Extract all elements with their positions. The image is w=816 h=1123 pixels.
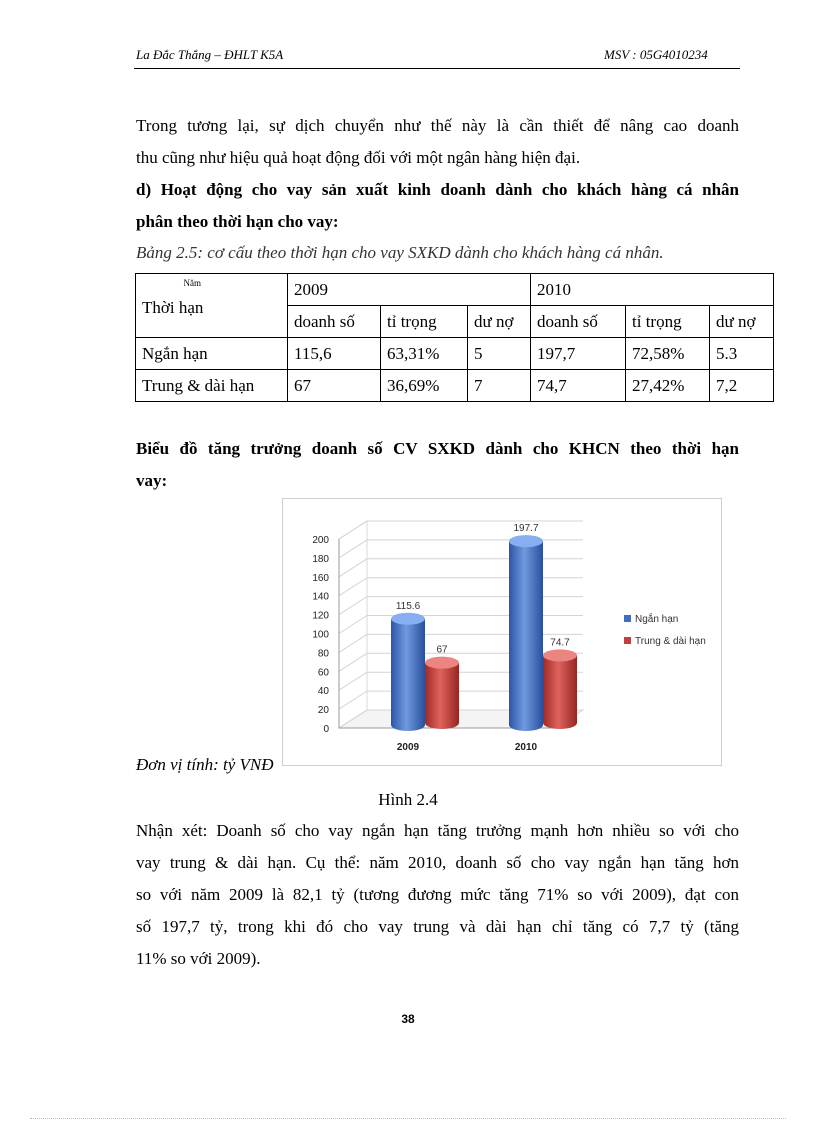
figure-caption: Hình 2.4 <box>378 790 438 809</box>
gridline <box>339 597 583 615</box>
table-row <box>136 370 774 402</box>
header-author: La Đắc Thắng – ĐHLT K5A <box>136 47 284 62</box>
section-d-line-1: d) Hoạt động cho vay sản xuất kinh doanh dành cho khách hàng cá nhân <box>136 180 739 199</box>
intro-paragraph <box>136 110 739 174</box>
y-tick-label: 140 <box>312 591 329 603</box>
subheader-cell: dư nợ <box>710 306 774 338</box>
header-student-id: MSV : 05G4010234 <box>604 47 708 62</box>
table-caption: Bảng 2.5: cơ cấu theo thời hạn cho vay SXKD dành cho khách hàng cá nhân. <box>136 243 664 262</box>
table-cell: 63,31% <box>381 338 468 370</box>
bar-top <box>391 613 425 625</box>
legend-swatch <box>624 615 631 622</box>
gridline <box>339 578 583 596</box>
y-tick-label: 120 <box>312 610 329 622</box>
bar-ngan-han-2009 <box>391 619 425 731</box>
data-label: 74.7 <box>550 637 570 649</box>
remark-line-1: Nhận xét: Doanh số cho vay ngắn hạn tăng trưởng mạnh hơn nhiều so với cho <box>136 821 739 840</box>
remark-line-2: vay trung & dài hạn. Cụ thể: năm 2010, doanh số cho vay ngắn hạn tăng hơn <box>136 853 739 872</box>
growth-bar-chart <box>283 499 721 765</box>
data-label: 115.6 <box>395 600 421 612</box>
y-tick-label: 200 <box>312 535 329 546</box>
chart-legend <box>624 612 706 647</box>
chart-heading-line-1: Biểu đồ tăng trưởng doanh số CV SXKD dành cho KHCN theo thời hạn <box>136 439 739 458</box>
y-tick-label: 160 <box>312 572 329 584</box>
subheader-cell: doanh số <box>531 306 626 338</box>
y-tick-label: 80 <box>317 648 329 660</box>
year-header-2010: 2010 <box>531 274 774 306</box>
table-cell: 197,7 <box>531 338 626 370</box>
row-label: Ngắn hạn <box>136 338 288 370</box>
bar-ngan-han-2010 <box>509 541 543 731</box>
remark-line-3: so với năm 2009 là 82,1 tỷ (tương đương mức tăng 71% so với 2009), đạt con <box>136 885 739 904</box>
table-year-row <box>136 274 774 306</box>
year-corner-label: Năm <box>183 278 201 288</box>
remark-line-4: số 197,7 tỷ, trong khi đó cho vay trung và dài hạn chỉ tăng có 7,7 tỷ (tăng <box>136 917 739 936</box>
legend-entry: Ngắn hạn <box>635 614 679 625</box>
gridline <box>339 521 583 539</box>
gridline <box>339 559 583 577</box>
page-number: 38 <box>401 1012 415 1026</box>
y-tick-label: 100 <box>312 629 329 641</box>
chart-heading <box>136 433 739 497</box>
table-cell: 74,7 <box>531 370 626 402</box>
table-cell: 5 <box>468 338 531 370</box>
credit-term-table <box>135 273 774 402</box>
section-d-line-2: phân theo thời hạn cho vay: <box>136 212 339 231</box>
intro-line-2: thu cũng như hiệu quả hoạt động đối với một ngân hàng hiện đại. <box>136 148 581 167</box>
data-label: 67 <box>436 644 448 656</box>
table-cell: 7 <box>468 370 531 402</box>
table-cell: 36,69% <box>381 370 468 402</box>
remark-line-5: 11% so với 2009). <box>136 949 261 968</box>
bar-trung-dai-han-2010 <box>543 655 577 729</box>
table-row <box>136 338 774 370</box>
y-tick-label: 20 <box>317 705 329 717</box>
subheader-cell: doanh số <box>288 306 381 338</box>
section-heading-d <box>136 174 739 238</box>
legend-swatch <box>624 637 631 644</box>
table-cell: 115,6 <box>288 338 381 370</box>
intro-line-1: Trong tương lại, sự dịch chuyển như thế này là cần thiết để nâng cao doanh <box>136 116 739 135</box>
year-header-2009: 2009 <box>288 274 531 306</box>
chart-bars <box>391 535 577 731</box>
subheader-cell: tỉ trọng <box>381 306 468 338</box>
table-cell: 7,2 <box>710 370 774 402</box>
legend-entry: Trung & dài hạn <box>635 636 706 647</box>
table-cell: 5.3 <box>710 338 774 370</box>
table-cell: 27,42% <box>626 370 710 402</box>
subheader-cell: tỉ trọng <box>626 306 710 338</box>
footer-divider <box>30 1118 786 1119</box>
remark-paragraph <box>136 815 739 975</box>
subheader-cell: dư nợ <box>468 306 531 338</box>
y-tick-label: 60 <box>317 667 329 679</box>
y-tick-label: 40 <box>317 686 329 698</box>
x-tick-label: 2010 <box>514 742 538 753</box>
y-tick-label: 0 <box>323 724 329 735</box>
x-tick-label: 2009 <box>396 742 420 753</box>
bar-trung-dai-han-2009 <box>425 663 459 729</box>
chart-heading-line-2: vay: <box>136 471 168 490</box>
table-corner-cell <box>136 274 288 338</box>
bar-top <box>425 657 459 669</box>
y-tick-label: 180 <box>312 553 329 565</box>
gridline <box>339 540 583 558</box>
gridline <box>339 616 583 634</box>
term-corner-label: Thời hạn <box>142 298 204 317</box>
row-label: Trung & dài hạn <box>136 370 288 402</box>
chart-frame <box>282 498 722 766</box>
data-label: 197.7 <box>513 523 539 535</box>
bar-top <box>509 535 543 547</box>
table-cell: 72,58% <box>626 338 710 370</box>
header-divider <box>134 68 740 69</box>
gridline <box>339 634 583 652</box>
bar-top <box>543 649 577 661</box>
unit-label: Đơn vị tính: tỷ VNĐ <box>136 755 274 774</box>
table-cell: 67 <box>288 370 381 402</box>
